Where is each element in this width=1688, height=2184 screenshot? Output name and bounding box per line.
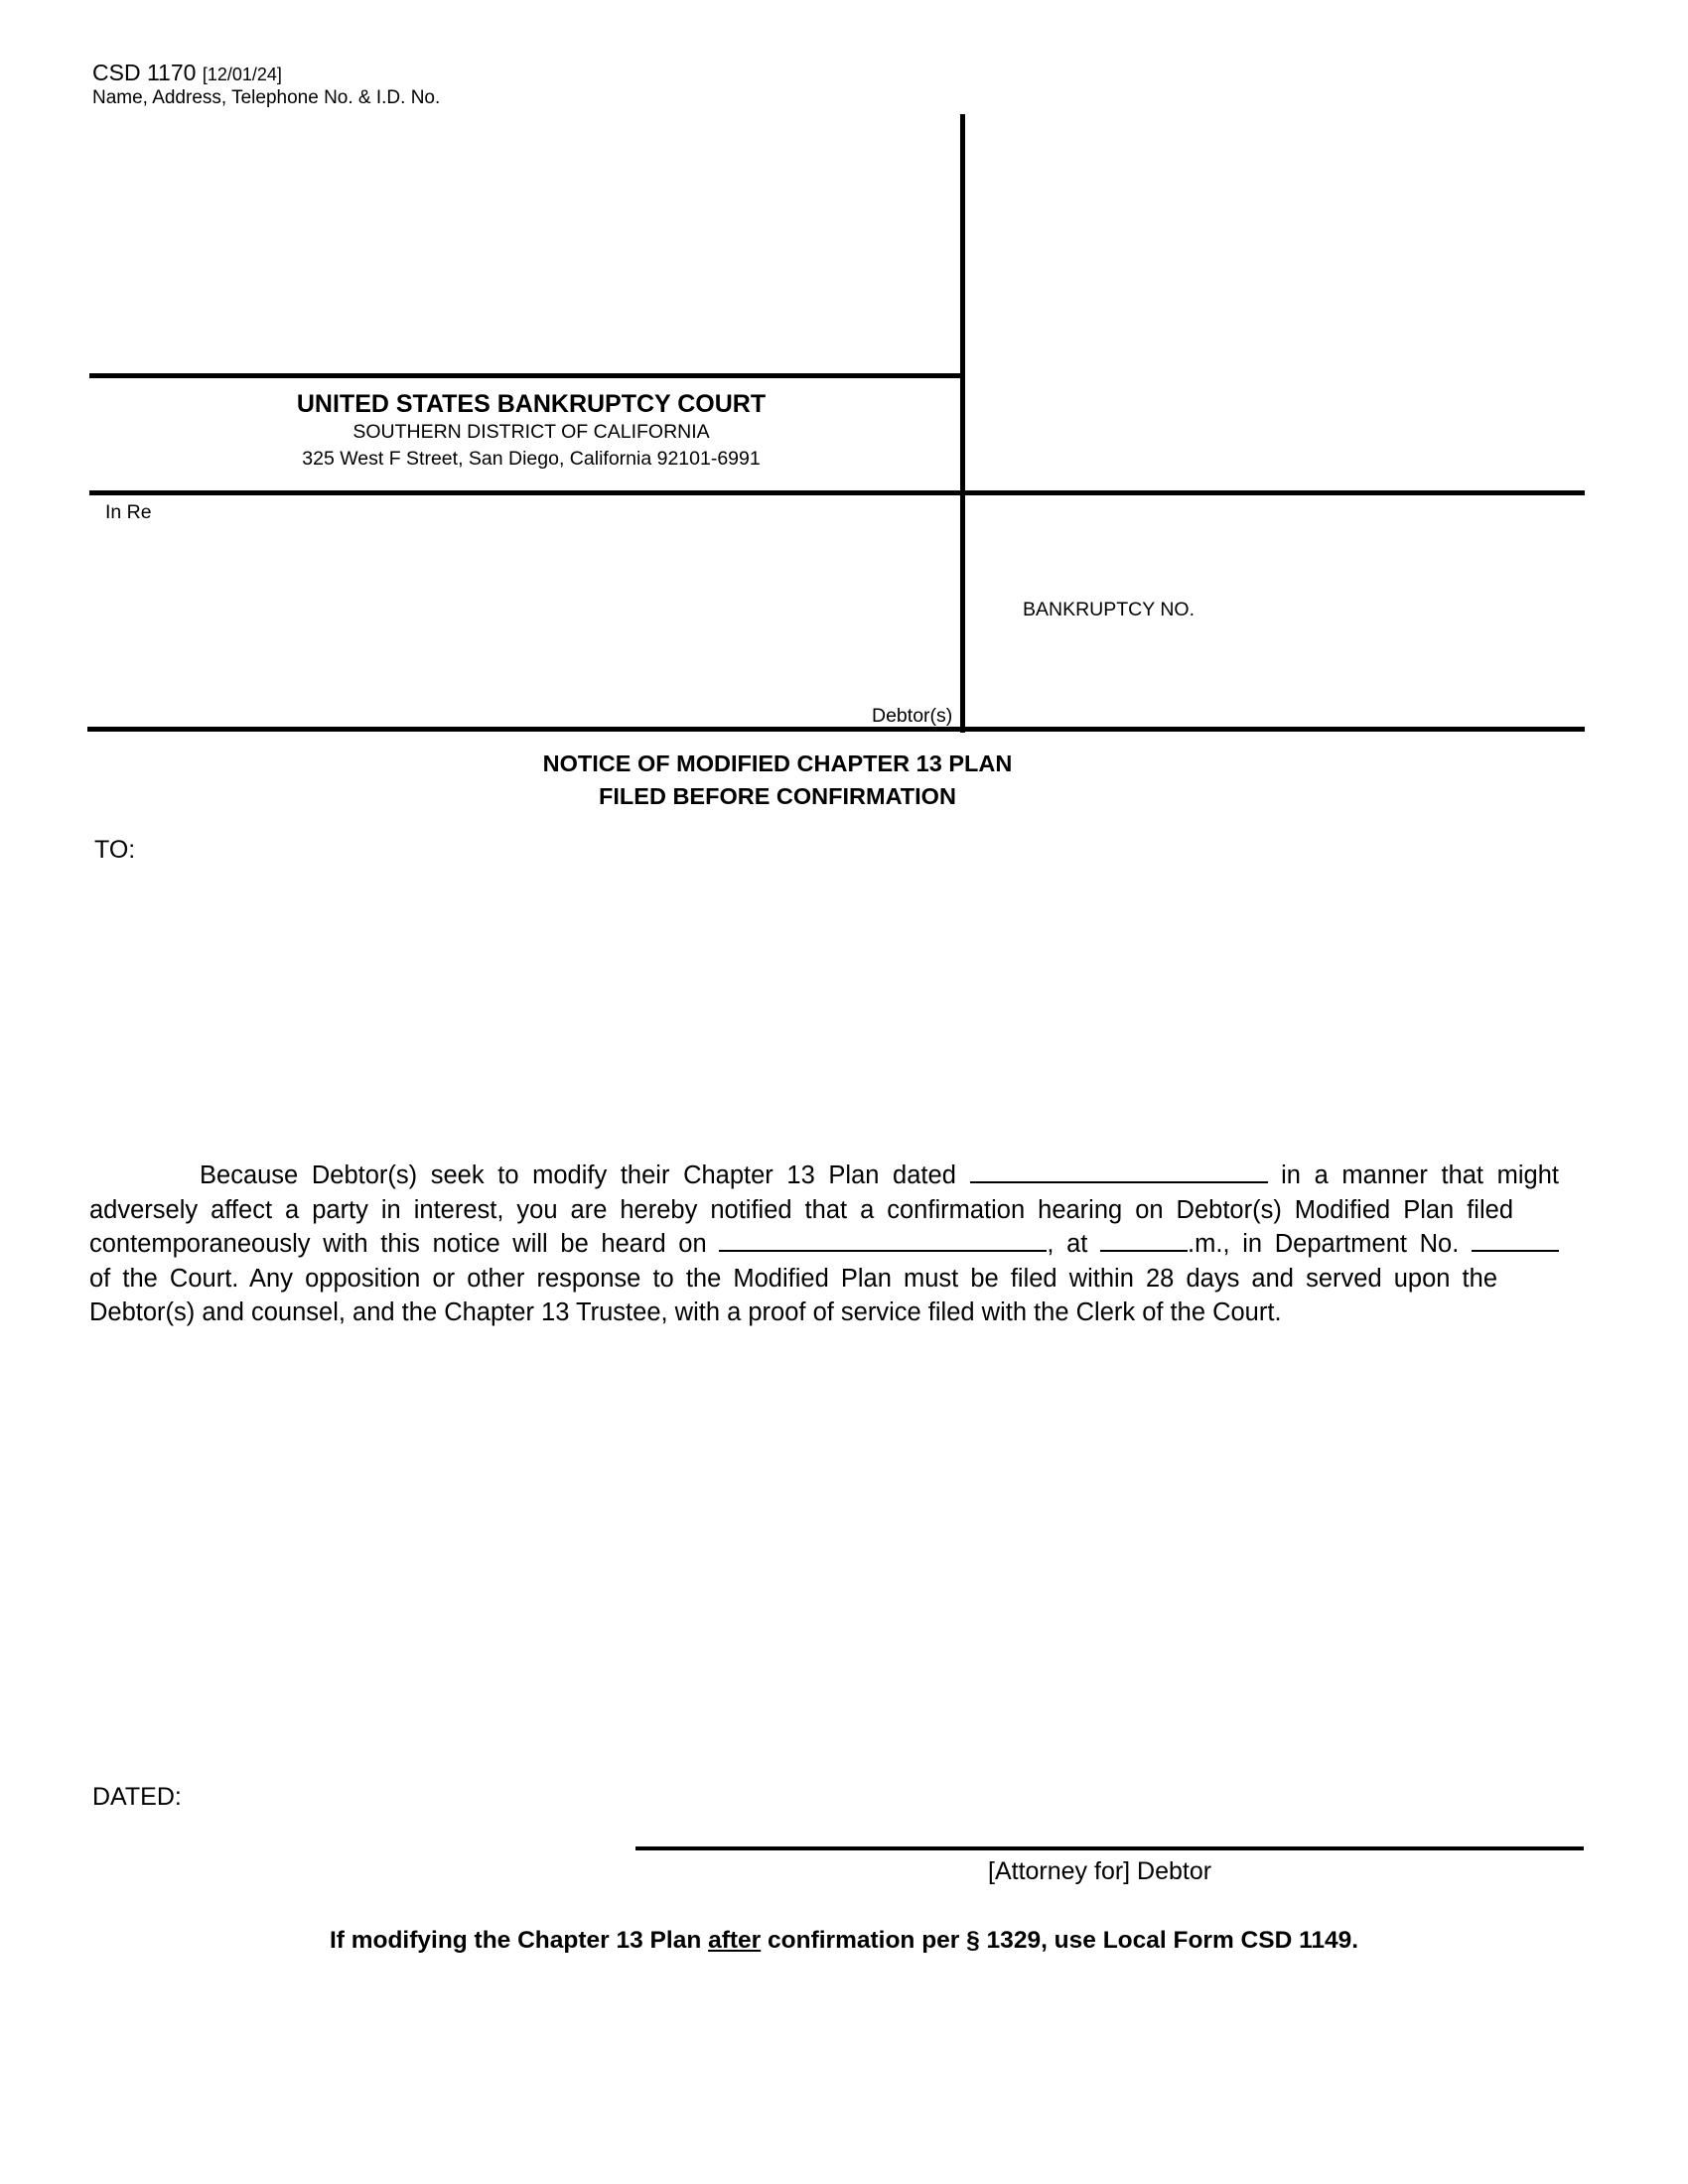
footer-note-emphasis: after [708,1927,762,1954]
body-line-2: adversely affect a party in interest, you are hereby notified that a confirmation hearing on Debtor(s) Modified Plan filed [89,1195,1513,1224]
court-top-rule [89,373,963,378]
body-line-1 [89,1159,1559,1193]
debtors-label: Debtor(s) [872,705,953,727]
court-district: SOUTHERN DISTRICT OF CALIFORNIA [352,421,710,443]
caption-bottom-rule [87,727,1585,732]
notice-body [89,1159,1559,1330]
dated-label: DATED: [92,1783,182,1811]
bankruptcy-no-label: BANKRUPTCY NO. [1023,599,1196,620]
body-line-3a: contemporaneously with this notice will be heard on [89,1230,707,1258]
body-line-3 [89,1227,1559,1262]
in-re-top-rule [89,490,1585,495]
body-line-3b: , at [1047,1230,1088,1258]
body-line-1a: Because Debtor(s) seek to modify their Chapter 13 Plan dated [200,1161,956,1189]
attorney-caption-label: Name, Address, Telephone No. & I.D. No. [92,87,441,108]
hearing-date-blank[interactable] [719,1228,1047,1252]
body-line-4: of the Court. Any opposition or other response to the Modified Plan must be filed within 28 days and served upon the [89,1264,1497,1293]
footer-note-post: confirmation per § 1329, use Local Form CSD 1149. [761,1927,1359,1954]
court-name: UNITED STATES BANKRUPTCY COURT [296,390,767,418]
department-no-blank[interactable] [1472,1228,1559,1252]
signature-line[interactable] [635,1846,1584,1850]
body-line-5: Debtor(s) and counsel, and the Chapter 13 Trustee, with a proof of service filed with the Clerk of the Court. [89,1298,1282,1326]
form-revision: [12/01/24] [202,65,282,84]
notice-title-line-2: FILED BEFORE CONFIRMATION [599,783,956,809]
footer-note [0,1927,1688,1955]
body-line-1b: in a manner that might [1281,1161,1559,1189]
body-line-3c: .m., in Department No. [1188,1230,1460,1258]
court-address: 325 West F Street, San Diego, California 92101-6991 [302,448,761,470]
in-re-label: In Re [105,501,152,523]
signature-caption: [Attorney for] Debtor [988,1857,1212,1885]
form-number-text: CSD 1170 [92,60,197,85]
form-number [92,60,282,86]
hearing-time-blank[interactable] [1100,1228,1188,1252]
footer-note-pre: If modifying the Chapter 13 Plan [329,1927,709,1954]
notice-title-line-1: NOTICE OF MODIFIED CHAPTER 13 PLAN [542,751,1013,776]
to-label: TO: [94,836,136,864]
plan-date-blank[interactable] [970,1160,1268,1183]
